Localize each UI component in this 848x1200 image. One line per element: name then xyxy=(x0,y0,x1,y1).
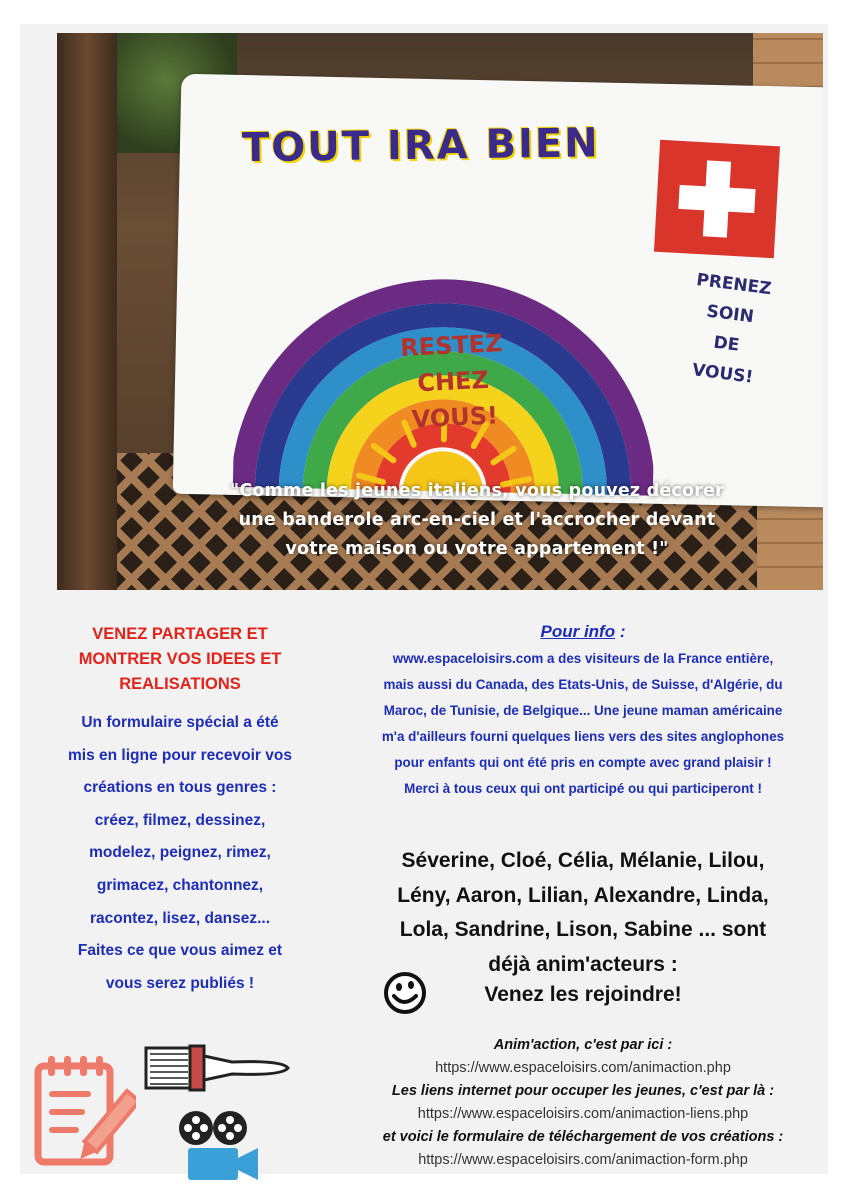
form-description: Un formulaire spécial a été mis en ligne pour recevoir vos créations en tous genres : créez, filmez, dessinez, modelez, peignez, rimez, grimacez, chantonnez, racontez, lisez, dansez... Faites ce que vous aimez et vous serez publiés ! xyxy=(68,714,292,992)
banner-photo xyxy=(57,33,823,590)
photo-caption-quote: "Comme les jeunes italiens, vous pouvez décorer une banderole arc-en-ciel et l'accrocher devant votre maison ou votre appartement !" xyxy=(230,481,724,559)
upload-form-link[interactable]: https://www.espaceloisirs.com/animaction-form.php xyxy=(418,1152,748,1168)
participant-names: Séverine, Cloé, Célia, Mélanie, Lilou, Lény, Aaron, Lilian, Alexandre, Linda, Lola, Sandrine, Lison, Sabine ... sont déjà anim'acteurs : xyxy=(397,849,769,976)
share-section xyxy=(30,622,330,1000)
links-section xyxy=(338,1034,828,1172)
animaction-link[interactable]: https://www.espaceloisirs.com/animaction.php xyxy=(435,1060,731,1076)
rainbow-banner xyxy=(173,74,823,508)
paintbrush-icon xyxy=(142,1040,292,1096)
upload-form-label: et voici le formulaire de téléchargement de vos créations : xyxy=(382,1129,784,1145)
banner-title: TOUT IRA BIEN xyxy=(241,120,601,172)
movie-camera-icon xyxy=(174,1108,260,1184)
animaction-label: Anim'action, c'est par ici : xyxy=(493,1037,673,1053)
share-heading: VENEZ PARTAGER ET MONTRER VOS IDEES ET REALISATIONS xyxy=(78,625,282,693)
banner-take-care-text: PRENEZ SOIN DE VOUS! xyxy=(691,269,773,388)
swiss-flag-icon xyxy=(654,140,780,259)
wooden-post xyxy=(57,33,117,590)
join-invitation: Venez les rejoindre! xyxy=(484,983,682,1006)
banner-stay-home-text: RESTEZ CHEZ VOUS! xyxy=(399,329,504,434)
info-title: Pour info : xyxy=(540,622,626,641)
links-page-link[interactable]: https://www.espaceloisirs.com/animaction-liens.php xyxy=(417,1106,749,1122)
notepad-pencil-icon xyxy=(32,1050,136,1170)
info-paragraph: www.espaceloisirs.com a des visiteurs de la France entière, mais aussi du Canada, des Etats-Unis, de Suisse, d'Algérie, du Maroc, de Tunisie, de Belgique... Une jeune maman américaine m'a d'ailleurs fourni quelques liens vers des sites anglophones pour enfants qui ont été pris en compte avec grand plaisir ! Merci à tous ceux qui ont participé ou qui participeront ! xyxy=(381,651,785,796)
info-section xyxy=(338,618,828,802)
links-page-label: Les liens internet pour occuper les jeunes, c'est par là : xyxy=(391,1083,775,1099)
